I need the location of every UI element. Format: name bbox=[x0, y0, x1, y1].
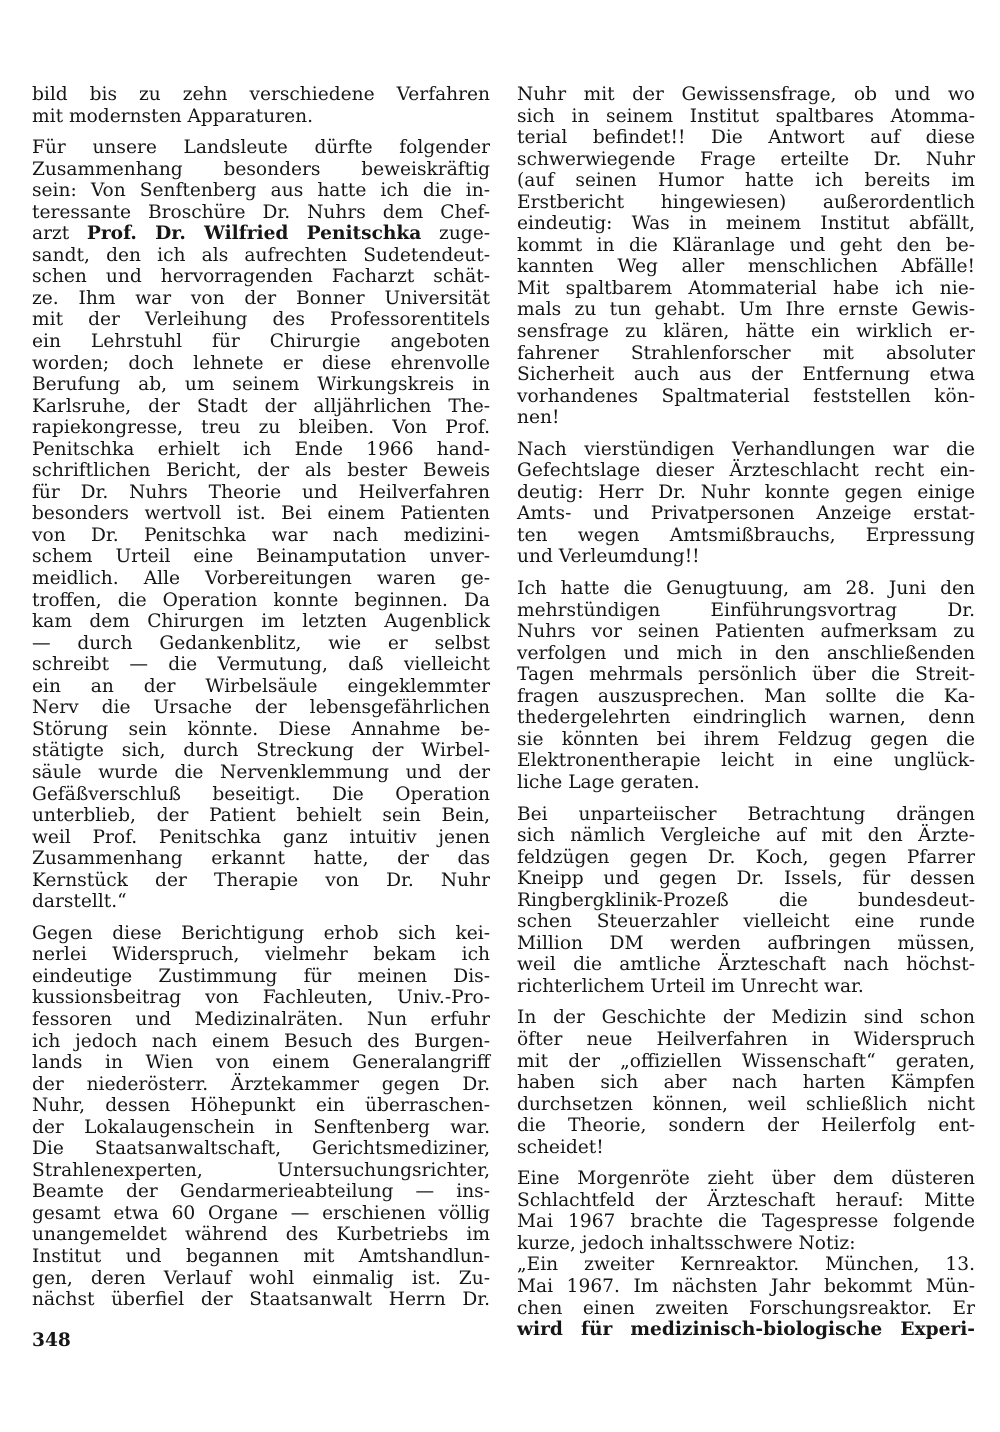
text-line: ein Lehrstuhl für Chirurgie angeboten bbox=[32, 331, 490, 353]
text-line: Penitschka erhielt ich Ende 1966 hand- bbox=[32, 438, 490, 460]
text-line: terial befindet!! Die Antwort auf diese bbox=[517, 127, 975, 149]
text-line: bild bis zu zehn verschiedene Verfahren bbox=[32, 84, 490, 105]
text-line: und Verleumdung!! bbox=[517, 546, 700, 568]
text-line: thedergelehrten eindringlich warnen, denn bbox=[517, 707, 975, 729]
page-number: 348 bbox=[32, 1330, 71, 1351]
text-line: Mai 1967. Im nächsten Jahr bekommt Mün- bbox=[517, 1275, 975, 1297]
text-line: weil Prof. Penitschka ganz intuitiv jenen bbox=[32, 826, 490, 848]
text-line: schwerwiegende Frage erteilte Dr. Nuhr bbox=[517, 148, 975, 170]
text-line: mals zu tun gehabt. Um Ihre ernste Gewis- bbox=[517, 299, 975, 321]
text-line: sich nämlich Vergleiche auf mit den Ärzte- bbox=[517, 825, 975, 847]
text-line: Mit spaltbarem Atommaterial habe ich nie- bbox=[517, 277, 975, 299]
text-line: ein an der Wirbelsäule eingeklemmter bbox=[32, 675, 490, 697]
text-line: nerlei Widerspruch, vielmehr bekam ich bbox=[32, 944, 490, 966]
text-line: chen einen zweiten Forschungsreaktor. Er bbox=[517, 1297, 975, 1319]
text-line: gen, deren Verlauf wohl einmalig ist. Zu- bbox=[32, 1267, 490, 1289]
text-line: mit modernsten Apparaturen. bbox=[32, 105, 313, 127]
text-line: „Ein zweiter Kernreaktor. München, 13. bbox=[517, 1254, 975, 1276]
text-line: Kneipp und gegen Dr. Issels, für dessen bbox=[517, 868, 975, 890]
text-line: Gefäßverschluß beseitigt. Die Operation bbox=[32, 783, 490, 805]
text-line: nen! bbox=[517, 407, 560, 429]
text-line: lands in Wien von einem Generalangriff bbox=[32, 1052, 490, 1074]
text-line: teressante Broschüre Dr. Nuhrs dem Chef- bbox=[32, 201, 490, 223]
text-line: Eine Morgenröte zieht über dem düsteren bbox=[517, 1168, 975, 1190]
text-line: öfter neue Heilverfahren in Widerspruch bbox=[517, 1028, 975, 1050]
text-line: mit der Verleihung des Professorentitels bbox=[32, 309, 490, 331]
text-line: ze. Ihm war von der Bonner Universität bbox=[32, 287, 490, 309]
text-line: für Dr. Nuhrs Theorie und Heilverfahren bbox=[32, 481, 490, 503]
text-line: kussionsbeitrag von Fachleuten, Univ.-Pro- bbox=[32, 987, 490, 1009]
text-line: Strahlenexperten, Untersuchungsrichter, bbox=[32, 1159, 490, 1181]
text-line: rapiekongresse, treu zu bleiben. Von Prof. bbox=[32, 417, 490, 439]
text-line: mit der „offiziellen Wissenschaft“ geraten, bbox=[517, 1050, 975, 1072]
text-line: verfolgen und mich in den anschließenden bbox=[517, 642, 975, 664]
text-line: weil die amtliche Ärzteschaft nach höchst- bbox=[517, 954, 975, 976]
text-line: Gegen diese Berichtigung erhob sich kei- bbox=[32, 922, 490, 944]
text-line: die Theorie, sondern der Heilerfolg ent- bbox=[517, 1115, 975, 1137]
text-line: Nuhrs vor seinen Patienten aufmerksam zu bbox=[517, 621, 975, 643]
text-line: kannten Weg aller menschlichen Abfälle! bbox=[517, 256, 975, 278]
text-line: besonders wertvoll ist. Bei einem Patienten bbox=[32, 503, 490, 525]
text-line: gesamt etwa 60 Organe — erschienen völlig bbox=[32, 1202, 490, 1224]
text-line: Nuhr, dessen Höhepunkt ein überraschen- bbox=[32, 1095, 490, 1117]
text-line: eindeutig: Was in meinem Institut abfällt, bbox=[517, 213, 975, 235]
text-line: schen Steuerzahler vielleicht eine runde bbox=[517, 911, 975, 933]
text-line: vorhandenes Spaltmaterial feststellen kön- bbox=[517, 385, 975, 407]
text-line: meidlich. Alle Vorbereitungen waren ge- bbox=[32, 568, 490, 590]
text-line: der niederösterr. Ärztekammer gegen Dr. bbox=[32, 1073, 490, 1095]
text-line: ich jedoch nach einem Besuch des Burgen- bbox=[32, 1030, 490, 1052]
text-line: haben sich aber nach harten Kämpfen bbox=[517, 1072, 975, 1094]
text-line: Kernstück der Therapie von Dr. Nuhr bbox=[32, 869, 490, 891]
paragraph bbox=[517, 1168, 975, 1254]
text-line bbox=[517, 1319, 975, 1341]
text-line: nächst überfiel der Staatsanwalt Herrn Dr. bbox=[32, 1289, 490, 1311]
text-segment: zuge- bbox=[421, 223, 490, 245]
text-line: liche Lage geraten. bbox=[517, 771, 700, 793]
text-line: Erstbericht hingewiesen) außerordentlich bbox=[517, 191, 975, 213]
text-line: Nuhr mit der Gewissensfrage, ob und wo bbox=[517, 84, 975, 105]
paragraph bbox=[517, 1007, 975, 1158]
text-line: unterblieb, der Patient behielt sein Bein, bbox=[32, 805, 490, 827]
text-line: deutig: Herr Dr. Nuhr konnte gegen einige bbox=[517, 481, 975, 503]
text-line: eindeutige Zustimmung für meinen Dis- bbox=[32, 965, 490, 987]
text-line: sich in seinem Institut spaltbares Atomma- bbox=[517, 105, 975, 127]
paragraph bbox=[32, 923, 490, 1311]
text-line: der Lokalaugenschein in Senftenberg war. bbox=[32, 1116, 490, 1138]
text-line: unangemeldet während des Kurbetriebs im bbox=[32, 1224, 490, 1246]
bold-text: Prof. Dr. Wilfried Penitschka bbox=[86, 223, 422, 245]
text-line: von Dr. Penitschka war nach medizini- bbox=[32, 524, 490, 546]
text-line: kurze, jedoch inhaltsschwere Notiz: bbox=[517, 1232, 856, 1254]
text-line: In der Geschichte der Medizin sind schon bbox=[517, 1007, 975, 1029]
text-line: darstellt.“ bbox=[32, 891, 127, 913]
text-line: Für unsere Landsleute dürfte folgender bbox=[32, 137, 490, 159]
text-line: Nach vierstündigen Verhandlungen war die bbox=[517, 438, 975, 460]
text-line: sie könnten bei ihrem Feldzug gegen die bbox=[517, 728, 975, 750]
text-line: stätigte sich, durch Streckung der Wirbel- bbox=[32, 740, 490, 762]
text-line: richterlichem Urteil im Unrecht war. bbox=[517, 975, 864, 997]
text-line: kommt in die Kläranlage und geht den be- bbox=[517, 234, 975, 256]
paragraph bbox=[517, 84, 975, 429]
text-line: Berufung ab, um seinem Wirkungskreis in bbox=[32, 374, 490, 396]
text-segment: arzt bbox=[32, 223, 87, 245]
text-line: Schlachtfeld der Ärzteschaft herauf: Mitte bbox=[517, 1189, 975, 1211]
text-line: Elektronentherapie leicht in eine unglück- bbox=[517, 750, 975, 772]
text-line: Zusammenhang besonders beweiskräftig bbox=[32, 158, 490, 180]
text-line: säule wurde die Nervenklemmung und der bbox=[32, 761, 490, 783]
column-right bbox=[517, 84, 975, 1351]
paragraph bbox=[517, 1254, 975, 1340]
text-line bbox=[32, 223, 490, 245]
text-line: Die Staatsanwaltschaft, Gerichtsmediziner, bbox=[32, 1138, 490, 1160]
text-line: fahrener Strahlenforscher mit absoluter bbox=[517, 342, 975, 364]
text-line: schriftlichen Bericht, der als bester Beweis bbox=[32, 460, 490, 482]
text-line: Million DM werden aufbringen müssen, bbox=[517, 932, 975, 954]
text-line: Institut und begannen mit Amtshandlun- bbox=[32, 1245, 490, 1267]
text-line: durchsetzen können, weil schließlich nicht bbox=[517, 1093, 975, 1115]
text-line: (auf seinen Humor hatte ich bereits im bbox=[517, 170, 975, 192]
text-line: worden; doch lehnete er diese ehrenvolle bbox=[32, 352, 490, 374]
text-line: schen und hervorragenden Facharzt schät- bbox=[32, 266, 490, 288]
text-line: schem Urteil eine Beinamputation unver- bbox=[32, 546, 490, 568]
text-line: sensfrage zu klären, hätte ein wirklich er- bbox=[517, 321, 975, 343]
text-line: troffen, die Operation konnte beginnen. Da bbox=[32, 589, 490, 611]
paragraph bbox=[517, 439, 975, 568]
text-line: Tagen mehrmals persönlich über die Streit- bbox=[517, 664, 975, 686]
text-line: Nerv die Ursache der lebensgefährlichen bbox=[32, 697, 490, 719]
text-line: Karlsruhe, der Stadt der alljährlichen The- bbox=[32, 395, 490, 417]
text-line: Beamte der Gendarmerieabteilung — ins- bbox=[32, 1181, 490, 1203]
text-line: feldzügen gegen Dr. Koch, gegen Pfarrer bbox=[517, 846, 975, 868]
text-line: Ich hatte die Genugtuung, am 28. Juni den bbox=[517, 578, 975, 600]
text-line: Störung sein könnte. Diese Annahme be- bbox=[32, 718, 490, 740]
text-line: fragen auszusprechen. Man sollte die Ka- bbox=[517, 685, 975, 707]
text-line: sein: Von Senftenberg aus hatte ich die in- bbox=[32, 180, 490, 202]
text-line: scheidet! bbox=[517, 1136, 604, 1158]
text-line: Bei unparteiischer Betrachtung drängen bbox=[517, 803, 975, 825]
paragraph bbox=[32, 84, 490, 127]
text-line: sandt, den ich als aufrechten Sudetendeut- bbox=[32, 244, 490, 266]
text-line: Gefechtslage dieser Ärzteschlacht recht ein- bbox=[517, 460, 975, 482]
text-line: kam dem Chirurgen im letzten Augenblick bbox=[32, 611, 490, 633]
column-left bbox=[32, 84, 490, 1321]
text-line: schreibt — die Vermutung, daß vielleicht bbox=[32, 654, 490, 676]
paragraph bbox=[517, 804, 975, 998]
paragraph bbox=[517, 578, 975, 793]
text-line: Ringbergklinik-Prozeß die bundesdeut- bbox=[517, 889, 975, 911]
text-line: Zusammenhang erkannt hatte, der das bbox=[32, 848, 490, 870]
text-line: Sicherheit auch aus der Entfernung etwa bbox=[517, 364, 975, 386]
paragraph bbox=[32, 137, 490, 913]
text-line: fessoren und Medizinalräten. Nun erfuhr bbox=[32, 1008, 490, 1030]
text-line: ten wegen Amtsmißbrauchs, Erpressung bbox=[517, 524, 975, 546]
text-line: — durch Gedankenblitz, wie er selbst bbox=[32, 632, 490, 654]
text-line: Amts- und Privatpersonen Anzeige erstat- bbox=[517, 503, 975, 525]
text-line: Mai 1967 brachte die Tagespresse folgende bbox=[517, 1211, 975, 1233]
text-line: mehrstündigen Einführungsvortrag Dr. bbox=[517, 599, 975, 621]
bold-text: wird für medizinisch-biologische Experi- bbox=[517, 1319, 975, 1341]
